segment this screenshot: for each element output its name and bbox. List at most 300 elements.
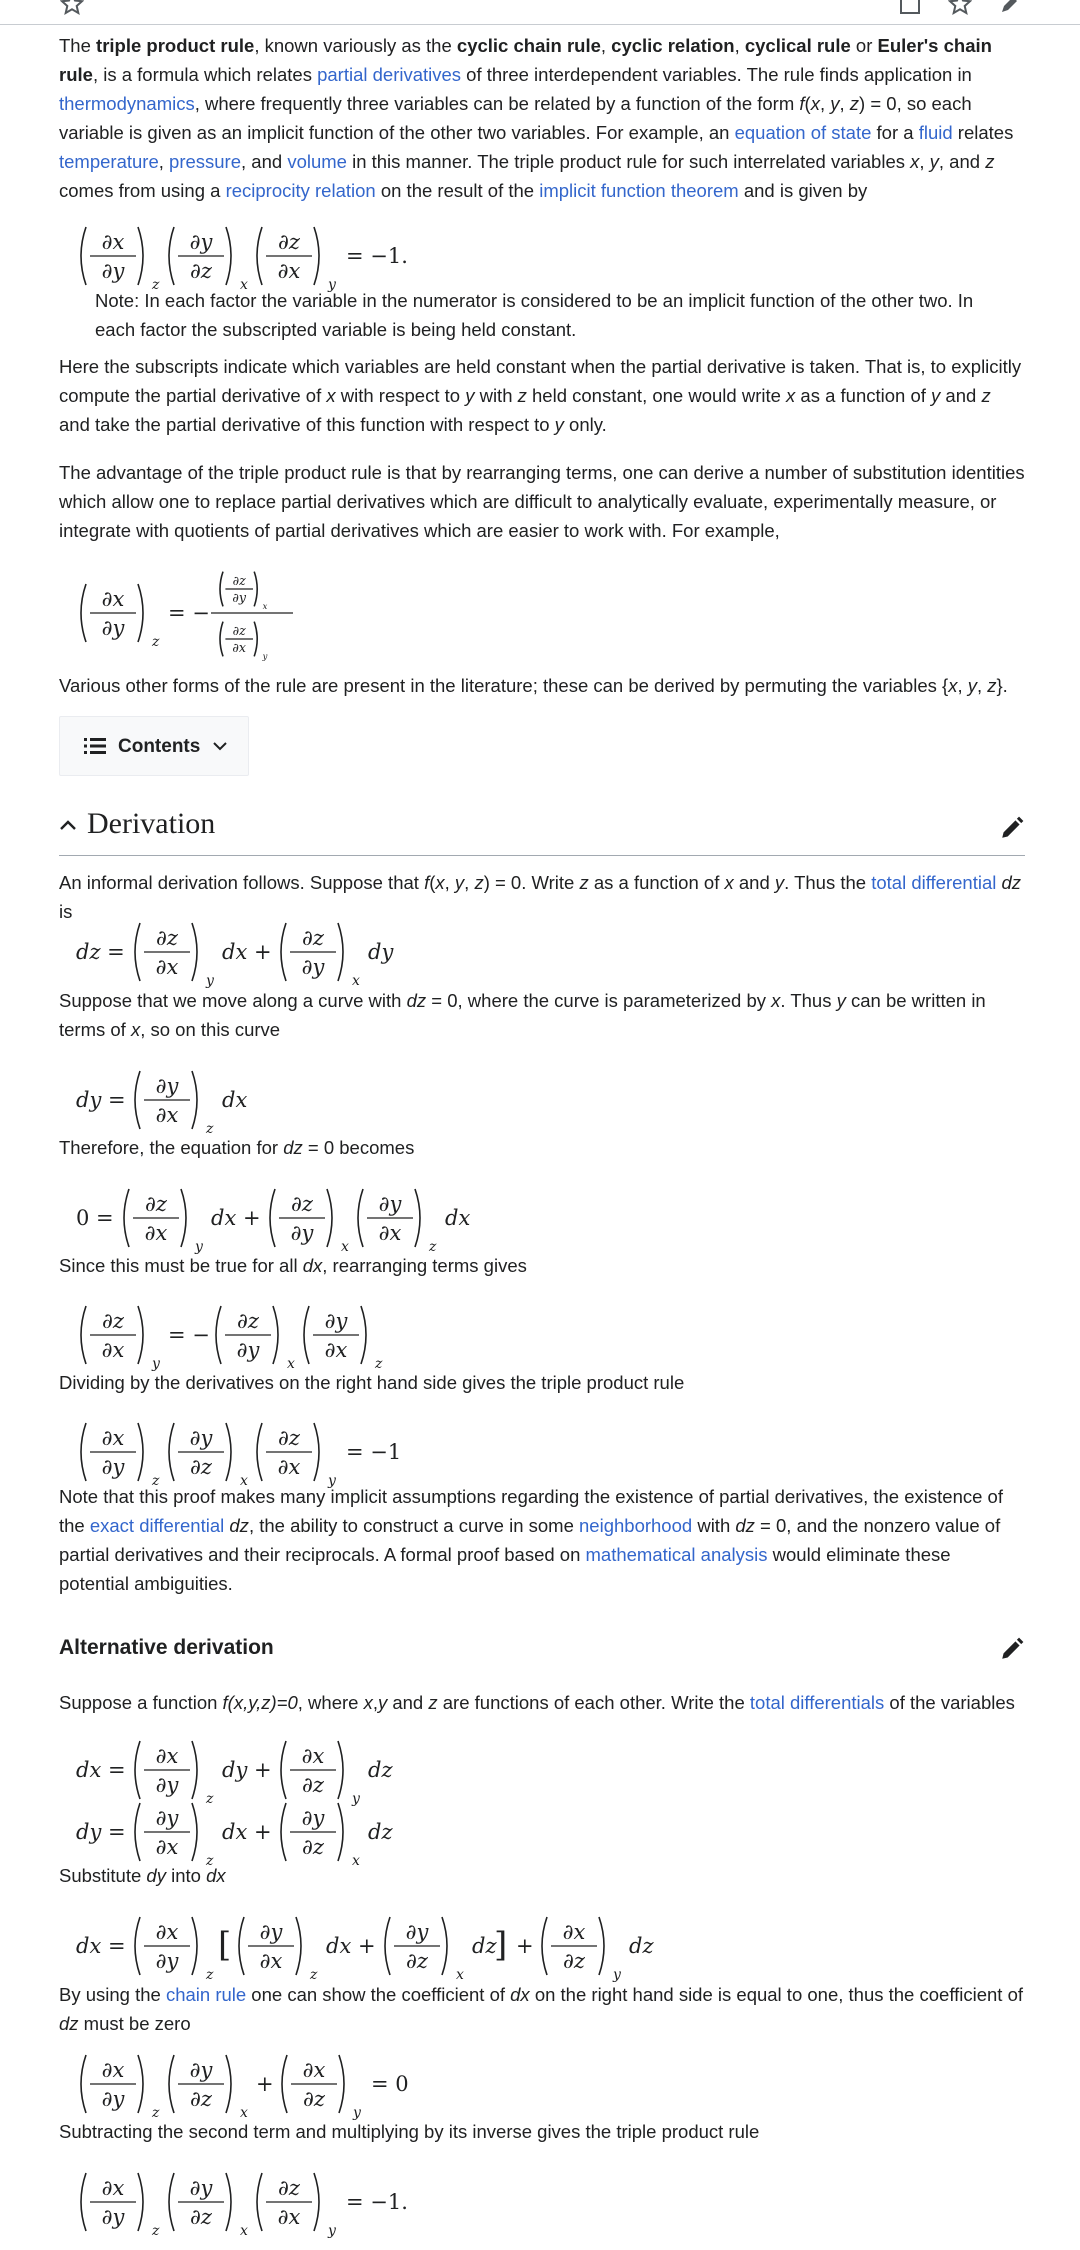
held-constant-subscript: x — [240, 2223, 248, 2239]
derivation-section-header[interactable] — [59, 800, 1025, 856]
paren-mark — [192, 923, 197, 981]
paren-mark — [135, 923, 140, 981]
fraction-numerator: ∂y — [155, 1074, 179, 1098]
text-run: , — [957, 675, 968, 696]
paren-mark — [192, 1741, 197, 1799]
text-run: . Thus — [780, 990, 837, 1011]
text-run: Note that this proof makes many implicit assumptions regarding the existence of partial derivatives, the existence of the — [59, 1486, 1003, 1536]
math-variable: dz — [406, 990, 427, 1011]
math-variable: dz — [735, 1515, 755, 1536]
fraction-numerator: ∂y — [189, 1426, 213, 1450]
fraction-denominator: ∂x — [277, 2205, 301, 2229]
paren-mark — [138, 227, 143, 285]
text-run: , known variously as the — [254, 35, 457, 56]
text-run: }. — [996, 675, 1008, 696]
paren-mark — [135, 1071, 140, 1129]
text-run: can be written in terms of — [59, 990, 986, 1040]
math-variable: x — [786, 385, 796, 406]
paren-mark — [181, 1189, 186, 1247]
math-token: = −1. — [346, 244, 408, 268]
edit-section-icon[interactable] — [999, 1636, 1025, 1662]
held-constant-subscript: z — [152, 2105, 160, 2121]
substitute-paragraph — [59, 1861, 1025, 1890]
math-token: dx + — [211, 1206, 261, 1230]
math-variable: y — [836, 990, 846, 1011]
paren-mark — [338, 1803, 343, 1861]
text-run: Suppose a function — [59, 1692, 223, 1713]
math-variable: z — [849, 93, 860, 114]
bracket-mark: ] — [494, 1925, 508, 1965]
alternative-intro-paragraph — [59, 1688, 1025, 1717]
paren-mark — [138, 2055, 143, 2113]
held-constant-subscript: z — [375, 1356, 383, 1372]
contents-toggle[interactable] — [59, 716, 249, 776]
note-text: Note: In each factor the variable in the numerator is considered to be an implicit function of the other two. In each factor the subscripted variable is being held constant. — [95, 290, 974, 340]
held-constant-subscript: z — [310, 1967, 318, 1983]
text-run: relates — [952, 122, 1014, 143]
text-run: = 0, where the curve is parameterized by — [426, 990, 772, 1011]
wiki-link[interactable]: total differential — [871, 872, 997, 893]
fraction-denominator: ∂z — [302, 1835, 324, 1859]
fraction-denominator: ∂z — [190, 1455, 212, 1479]
fraction-denominator: ∂z — [190, 2205, 212, 2229]
paren-mark — [239, 1917, 244, 1975]
wiki-link[interactable]: fluid — [918, 122, 953, 143]
text-run: ) = 0, so each variable is given as an implicit function of the other two variables. For example, an — [59, 93, 972, 143]
math-token: dy + — [222, 1758, 272, 1782]
text-run: , — [734, 35, 745, 56]
text-run: or — [850, 35, 878, 56]
math-variable: x — [130, 1019, 141, 1040]
math-variable: f — [424, 872, 430, 893]
text-run: An informal derivation follows. Suppose that — [59, 872, 425, 893]
paren-mark — [135, 1803, 140, 1861]
math-variable: z — [985, 151, 995, 172]
fraction-numerator: ∂z — [278, 230, 300, 254]
text-run: Suppose that we move along a curve with — [59, 990, 407, 1011]
math-variable: y — [377, 1692, 388, 1713]
fraction-denominator: ∂x — [155, 1103, 179, 1127]
text-run: and — [733, 872, 775, 893]
text-run: , — [600, 35, 612, 56]
held-constant-subscript: y — [206, 973, 214, 989]
text-run: , — [839, 93, 850, 114]
paren-mark — [338, 923, 343, 981]
wiki-link[interactable]: temperature — [59, 151, 159, 172]
math-token: dz — [472, 1934, 497, 1958]
held-constant-subscript: z — [206, 1967, 214, 1983]
fraction-numerator: ∂x — [101, 1426, 125, 1450]
fraction-denominator: ∂x — [155, 955, 179, 979]
held-constant-subscript: z — [152, 277, 160, 293]
text-run: , is a formula which relates — [92, 64, 318, 85]
math-token: 0 = — [76, 1206, 114, 1230]
fraction-denominator: ∂z — [190, 259, 212, 283]
fraction-denominator: ∂z — [190, 2087, 212, 2111]
paren-mark — [220, 572, 223, 607]
fraction-denominator: ∂y — [301, 955, 325, 979]
paren-mark — [599, 1917, 604, 1975]
held-constant-subscript: x — [341, 1239, 349, 1255]
paren-mark — [296, 1917, 301, 1975]
held-constant-subscript: y — [328, 1473, 336, 1489]
text-run: Various other forms of the rule are present in the literature; these can be derived by permuting the variables { — [59, 675, 949, 696]
paren-mark — [281, 1741, 286, 1799]
held-constant-subscript: y — [152, 1356, 160, 1372]
text-run: and is given by — [738, 180, 868, 201]
paren-mark — [192, 1803, 197, 1861]
math-token: + — [256, 2072, 274, 2096]
math-variable: dy — [146, 1865, 166, 1886]
text-run: ) = 0. Write — [483, 872, 580, 893]
fraction-numerator: ∂z — [302, 926, 324, 950]
fraction-numerator: ∂x — [101, 230, 125, 254]
fraction-denominator: ∂z — [302, 1773, 324, 1797]
held-constant-subscript: y — [195, 1239, 203, 1255]
text-run: and — [387, 1692, 429, 1713]
fraction-denominator: ∂z — [303, 2087, 325, 2111]
text-run: are functions of each other. Write the — [437, 1692, 750, 1713]
paren-mark — [358, 1189, 363, 1247]
fraction-denominator: ∂x — [101, 1338, 125, 1362]
math-variable: y — [830, 93, 840, 114]
math-token: dz — [368, 1820, 393, 1844]
edit-page-icon[interactable] — [998, 0, 1022, 16]
paren-mark — [270, 1189, 275, 1247]
text-run: , — [819, 93, 831, 114]
fraction-numerator: ∂y — [189, 230, 213, 254]
held-constant-subscript: y — [262, 650, 268, 661]
alternative-heading: Alternative derivation — [59, 1636, 274, 1659]
wiki-link[interactable]: chain rule — [165, 1984, 247, 2005]
math-token: = − — [168, 601, 210, 625]
edit-section-icon[interactable] — [999, 815, 1025, 841]
fraction-numerator: ∂z — [102, 1309, 124, 1333]
wiki-link[interactable]: thermodynamics — [59, 93, 195, 114]
math-token: = 0 — [371, 2072, 409, 2096]
text-run: ( — [804, 93, 811, 114]
paren-mark — [138, 1423, 143, 1481]
fraction-numerator: ∂x — [101, 587, 125, 611]
text-run: = 0, and the nonzero value of partial derivatives and their reciprocals. A formal proof based on — [59, 1515, 1001, 1565]
math-variable: x — [435, 872, 445, 893]
held-constant-subscript: x — [352, 973, 360, 989]
paren-mark — [192, 1071, 197, 1129]
text-run: , where frequently three variables can be related by a function of the form — [194, 93, 800, 114]
paren-mark — [361, 1306, 366, 1364]
held-constant-subscript: x — [287, 1356, 295, 1372]
fraction-numerator: ∂z — [237, 1309, 259, 1333]
fraction-denominator: ∂x — [232, 640, 247, 656]
text-run: By using the — [59, 1984, 166, 2005]
math-variable: z — [428, 1692, 438, 1713]
held-constant-subscript: x — [240, 277, 248, 293]
advantage-paragraph — [59, 458, 1025, 545]
fraction-numerator: ∂x — [155, 1744, 179, 1768]
held-constant-subscript: z — [152, 634, 160, 650]
paren-mark — [282, 2055, 287, 2113]
page-toolbar — [0, 0, 1080, 25]
equation-final — [76, 2162, 776, 2250]
bold-term: cyclic relation — [611, 35, 735, 56]
chevron-up-icon[interactable] — [59, 818, 77, 832]
held-constant-subscript: y — [613, 1967, 621, 1983]
fraction-denominator: ∂x — [324, 1338, 348, 1362]
math-token: dx + — [222, 940, 272, 964]
paren-mark — [169, 1423, 174, 1481]
text-run: on the result of the — [375, 180, 540, 201]
fraction-numerator: ∂y — [189, 2058, 213, 2082]
fraction-denominator: ∂x — [277, 259, 301, 283]
math-token: dx + — [326, 1934, 376, 1958]
math-token: dz — [629, 1934, 654, 1958]
held-constant-subscript: x — [456, 1967, 464, 1983]
paren-mark — [226, 2055, 231, 2113]
text-run: The advantage of the triple product rule is that by rearranging terms, one can derive a number of substitution identities which allow one to replace partial derivatives which are difficult to analytically evaluate, experimentally measure, or integrate with quotients of partial derivatives which are easier to work with. For example, — [59, 462, 1025, 541]
paren-mark — [81, 1423, 86, 1481]
wiki-link[interactable]: implicit function theorem — [539, 180, 739, 201]
paren-mark — [138, 584, 143, 642]
paren-mark — [216, 1306, 221, 1364]
math-variable: y — [931, 385, 941, 406]
math-variable: dz — [1001, 872, 1022, 893]
math-variable: x — [363, 1692, 373, 1713]
fraction-denominator: ∂x — [378, 1221, 402, 1245]
paren-mark — [124, 1189, 129, 1247]
held-constant-subscript: y — [328, 2223, 336, 2239]
subtracting-paragraph — [59, 2117, 1025, 2146]
bold-term: cyclic chain rule — [456, 35, 601, 56]
fraction-denominator: ∂y — [155, 1773, 179, 1797]
fraction-denominator: ∂x — [144, 1221, 168, 1245]
held-constant-subscript: x — [352, 1853, 360, 1869]
fraction-denominator: ∂y — [232, 590, 247, 606]
held-constant-subscript: x — [262, 600, 268, 611]
math-variable: z — [579, 872, 589, 893]
text-run: Substitute — [59, 1865, 147, 1886]
fraction-numerator: ∂x — [562, 1920, 586, 1944]
text-run: , — [372, 1692, 378, 1713]
paren-mark — [135, 1741, 140, 1799]
fraction-numerator: ∂z — [156, 926, 178, 950]
rearrange-paragraph — [59, 1251, 1025, 1280]
math-variable: f(x,y,z)=0 — [222, 1692, 298, 1713]
paren-mark — [257, 2173, 262, 2231]
paren-mark — [314, 227, 319, 285]
wiki-link[interactable]: exact differential — [89, 1515, 225, 1536]
text-run: held constant, one would write — [526, 385, 787, 406]
fraction-numerator: ∂z — [232, 622, 246, 638]
wiki-link[interactable]: reciprocity relation — [225, 180, 376, 201]
text-run: as a function of — [795, 385, 932, 406]
contents-label: Contents — [118, 735, 201, 757]
bold-term: cyclical rule — [744, 35, 851, 56]
bracket-mark: [ — [218, 1925, 232, 1965]
star-icon[interactable] — [60, 0, 84, 16]
paren-mark — [81, 2173, 86, 2231]
wiki-link[interactable]: mathematical analysis — [585, 1544, 768, 1565]
math-variable: x — [810, 93, 820, 114]
paren-mark — [254, 572, 257, 607]
fraction-denominator: ∂y — [236, 1338, 260, 1362]
text-run: only. — [563, 414, 607, 435]
text-run: , where — [297, 1692, 364, 1713]
wiki-link[interactable]: partial derivatives — [317, 64, 462, 85]
math-token: dy = — [76, 1088, 126, 1112]
curve-paragraph — [59, 986, 1025, 1044]
fraction-numerator: ∂z — [145, 1192, 167, 1216]
held-constant-subscript: z — [206, 1121, 214, 1137]
math-token: dx = — [76, 1758, 126, 1782]
alternative-section-header — [59, 1628, 1025, 1668]
fraction-numerator: ∂x — [155, 1920, 179, 1944]
fraction-numerator: ∂y — [155, 1806, 179, 1830]
math-variable: y — [554, 414, 564, 435]
text-run: of three interdependent variables. The rule finds application in — [461, 64, 972, 85]
math-token: dy = — [76, 1820, 126, 1844]
math-variable: z — [981, 385, 991, 406]
text-run: with — [474, 385, 518, 406]
fraction-denominator: ∂y — [155, 1949, 179, 1973]
text-run: The — [59, 35, 97, 56]
paren-mark — [542, 1917, 547, 1975]
fraction-numerator: ∂y — [405, 1920, 429, 1944]
text-run: , — [464, 872, 475, 893]
paren-mark — [254, 622, 257, 657]
text-run: , — [976, 675, 988, 696]
paren-mark — [314, 2173, 319, 2231]
fraction-denominator: ∂z — [406, 1949, 428, 1973]
math-token: + — [516, 1934, 534, 1958]
bold-term: Euler's chain rule — [59, 35, 992, 85]
text-run: one can show the coefficient of — [246, 1984, 511, 2005]
subscripts-paragraph — [59, 352, 1025, 439]
language-icon[interactable] — [898, 0, 922, 16]
held-constant-subscript: z — [206, 1853, 214, 1869]
wiki-link[interactable]: pressure — [169, 151, 242, 172]
text-run: Since this must be true for all — [59, 1255, 303, 1276]
text-run: with — [692, 1515, 736, 1536]
text-run: , — [444, 872, 455, 893]
chain-rule-paragraph — [59, 1980, 1025, 2038]
math-variable: y — [929, 151, 939, 172]
math-variable: y — [465, 385, 475, 406]
fraction-denominator: ∂y — [290, 1221, 314, 1245]
bold-term: triple product rule — [96, 35, 255, 56]
intro-paragraph — [59, 31, 1025, 205]
fraction-numerator: ∂z — [278, 2176, 300, 2200]
math-variable: f — [799, 93, 805, 114]
text-run: , — [919, 151, 930, 172]
text-run: , so on this curve — [140, 1019, 281, 1040]
text-run: , — [158, 151, 170, 172]
fraction-denominator: ∂x — [259, 1949, 283, 1973]
text-run: would eliminate these potential ambiguities. — [59, 1544, 951, 1594]
math-variable: dx — [302, 1255, 323, 1276]
paren-mark — [314, 1423, 319, 1481]
math-token: dx + — [222, 1820, 272, 1844]
text-run: in this manner. The triple product rule for such interrelated variables — [346, 151, 911, 172]
fraction-numerator: ∂z — [232, 572, 246, 588]
text-run: , the ability to construct a curve in some — [248, 1515, 580, 1536]
paren-mark — [135, 1917, 140, 1975]
math-token: = − — [168, 1323, 210, 1347]
paren-mark — [220, 622, 223, 657]
math-token: dx = — [76, 1934, 126, 1958]
math-variable: x — [326, 385, 336, 406]
equation-example — [76, 558, 776, 676]
held-constant-subscript: y — [353, 2105, 361, 2121]
permutation-paragraph — [59, 671, 1025, 700]
held-constant-subscript: y — [328, 277, 336, 293]
math-token: dz = — [76, 940, 125, 964]
math-variable: z — [987, 675, 997, 696]
paren-mark — [81, 227, 86, 285]
text-run: , rearranging terms gives — [322, 1255, 527, 1276]
paren-mark — [385, 1917, 390, 1975]
math-variable: x — [948, 675, 958, 696]
watch-star-icon[interactable] — [948, 0, 972, 16]
text-run: with respect to — [335, 385, 466, 406]
fraction-denominator: ∂x — [155, 1835, 179, 1859]
paren-mark — [281, 923, 286, 981]
fraction-numerator: ∂z — [291, 1192, 313, 1216]
fraction-numerator: ∂y — [378, 1192, 402, 1216]
wiki-link[interactable]: neighborhood — [579, 1515, 693, 1536]
chevron-down-icon — [212, 740, 228, 752]
text-run: , and — [241, 151, 288, 172]
text-run: Therefore, the equation for — [59, 1137, 284, 1158]
math-token: dz — [368, 1758, 393, 1782]
math-variable: z — [517, 385, 527, 406]
math-token: dx — [445, 1206, 471, 1230]
text-run: Subtracting the second term and multiplying by its inverse gives the triple product rule — [59, 2121, 760, 2142]
math-variable: z — [474, 872, 484, 893]
held-constant-subscript: z — [206, 1791, 214, 1807]
held-constant-subscript: z — [152, 2223, 160, 2239]
fraction-numerator: ∂y — [324, 1309, 348, 1333]
fraction-denominator: ∂y — [101, 2087, 125, 2111]
wiki-link[interactable]: volume — [287, 151, 347, 172]
fraction-numerator: ∂x — [301, 1744, 325, 1768]
paren-mark — [304, 1306, 309, 1364]
paren-mark — [338, 1741, 343, 1799]
held-constant-subscript: z — [152, 1473, 160, 1489]
paren-mark — [257, 1423, 262, 1481]
fraction-denominator: ∂y — [101, 2205, 125, 2229]
wiki-link[interactable]: equation of state — [734, 122, 872, 143]
math-variable: dz — [229, 1515, 249, 1536]
text-run: , and — [938, 151, 986, 172]
text-run: as a function of — [588, 872, 725, 893]
text-run: . Thus the — [784, 872, 872, 893]
math-variable: y — [454, 872, 465, 893]
text-run: and take the partial derivative of this function with respect to — [59, 414, 555, 435]
list-icon — [84, 736, 106, 756]
paren-mark — [192, 1917, 197, 1975]
paren-mark — [415, 1189, 420, 1247]
proof-note-paragraph — [59, 1482, 1025, 1598]
held-constant-subscript: x — [240, 1473, 248, 1489]
fraction-denominator: ∂y — [101, 616, 125, 640]
paren-mark — [339, 2055, 344, 2113]
text-run: = 0 becomes — [302, 1137, 415, 1158]
wiki-link[interactable]: total differentials — [749, 1692, 885, 1713]
paren-mark — [226, 1423, 231, 1481]
held-constant-subscript: x — [240, 2105, 248, 2121]
text-run: must be zero — [78, 2013, 191, 2034]
text-run: into — [165, 1865, 207, 1886]
